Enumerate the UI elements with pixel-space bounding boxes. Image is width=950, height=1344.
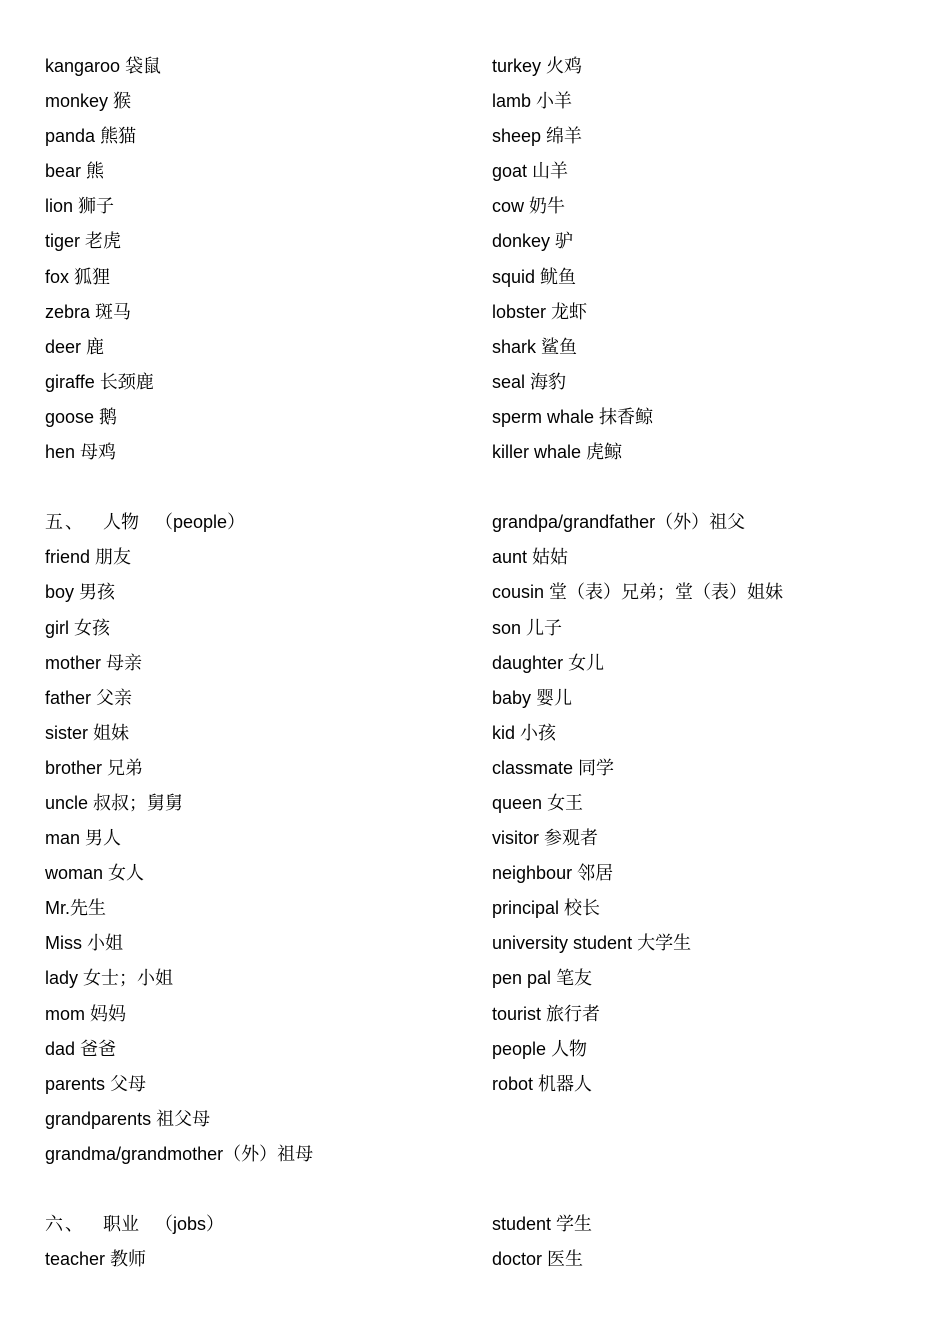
vocab-english: boy [45, 582, 75, 603]
vocab-english: lobster [492, 301, 547, 322]
vocab-chinese: 斑马 [95, 301, 132, 323]
vocab-entry [45, 365, 475, 400]
vocab-english: neighbour [492, 863, 573, 884]
vocab-english: deer [45, 336, 82, 357]
vocab-chinese: 旅行者 [546, 1003, 601, 1025]
vocab-entry [45, 1067, 475, 1102]
vocab-chinese: 先生 [70, 898, 106, 920]
vocab-entry [45, 224, 475, 259]
vocab-entry [45, 751, 475, 786]
vocab-entry [492, 786, 932, 821]
vocab-chinese: 学生 [556, 1214, 593, 1236]
vocab-english: cousin [492, 582, 545, 603]
vocab-chinese: 女人 [108, 863, 145, 885]
empty-row [492, 1137, 932, 1172]
section-english-title: jobs [173, 1214, 207, 1235]
vocab-english: squid [492, 266, 536, 287]
vocab-english: doctor [492, 1249, 543, 1270]
vocab-english: tiger [45, 231, 81, 252]
vocab-english: robot [492, 1073, 534, 1094]
vocab-chinese: 长颈鹿 [99, 371, 154, 393]
vocab-english: monkey [45, 91, 109, 112]
right-column [492, 49, 932, 1277]
vocab-chinese: 抹香鲸 [599, 406, 654, 428]
vocab-entry [45, 575, 475, 610]
vocab-english: shark [492, 336, 537, 357]
vocab-english: mom [45, 1003, 85, 1024]
vocab-entry [492, 611, 932, 646]
vocab-entry [45, 821, 475, 856]
vocab-entry [45, 856, 475, 891]
vocab-english: visitor [492, 828, 540, 849]
section-paren-close: ） [206, 1214, 225, 1236]
vocab-entry [492, 119, 932, 154]
vocab-chinese: 人物 [551, 1038, 588, 1060]
vocab-chinese: 女孩 [74, 617, 111, 639]
vocab-english: turkey [492, 56, 542, 76]
vocab-english: goose [45, 406, 95, 427]
vocab-chinese: 小姐 [87, 933, 123, 955]
vocab-chinese: （外）祖母 [223, 1143, 314, 1165]
section-title: 职业 [103, 1214, 139, 1236]
vocab-english: baby [492, 687, 532, 708]
section-heading-jobs [45, 1207, 475, 1242]
vocab-english: parents [45, 1073, 106, 1094]
vocab-entry [45, 1102, 475, 1137]
vocab-english: lady [45, 968, 79, 989]
vocab-english: brother [45, 757, 103, 778]
vocab-chinese: 虎鲸 [586, 442, 623, 464]
section-spacer [45, 470, 475, 505]
vocab-english: uncle [45, 792, 89, 813]
vocab-entry [45, 295, 475, 330]
vocab-entry [492, 891, 932, 926]
vocab-english: student [492, 1214, 552, 1235]
vocab-entry [45, 540, 475, 575]
vocab-entry [492, 154, 932, 189]
vocab-entry [45, 84, 475, 119]
vocab-english: goat [492, 161, 528, 182]
vocab-chinese: 女士；小姐 [83, 968, 174, 990]
vocab-english: grandma/grandmother [45, 1143, 224, 1164]
vocab-english: grandpa/grandfather [492, 512, 656, 533]
vocab-english: killer whale [492, 442, 582, 463]
vocab-chinese: 绵羊 [546, 126, 583, 148]
section-paren-open: （ [155, 1214, 173, 1236]
vocab-chinese: 驴 [555, 231, 574, 253]
vocab-chinese: 女王 [547, 792, 584, 814]
vocab-entry [45, 119, 475, 154]
section-number: 六、 [45, 1214, 85, 1236]
vocab-entry [492, 856, 932, 891]
section-spacer [492, 470, 932, 505]
vocab-english: girl [45, 617, 70, 638]
vocab-english: people [492, 1038, 547, 1059]
vocab-english: hen [45, 442, 76, 463]
vocab-entry [492, 1067, 932, 1102]
vocab-english: cow [492, 196, 525, 217]
vocab-chinese: 邻居 [577, 863, 614, 885]
vocab-english: university student [492, 933, 633, 954]
section-title: 人物 [103, 512, 139, 534]
vocab-entry [492, 330, 932, 365]
vocab-chinese: 叔叔；舅舅 [93, 792, 184, 814]
vocab-entry [45, 189, 475, 224]
vocab-entry [45, 961, 475, 996]
vocab-english: giraffe [45, 371, 95, 392]
vocab-english: panda [45, 126, 96, 147]
vocab-entry [492, 189, 932, 224]
vocab-entry [492, 224, 932, 259]
vocab-entry [492, 1032, 932, 1067]
section-paren-open: （ [155, 512, 173, 534]
vocab-english: lamb [492, 91, 532, 112]
vocab-chinese: 鹅 [99, 406, 118, 428]
vocab-chinese: 老虎 [85, 231, 122, 253]
vocab-english: dad [45, 1038, 76, 1059]
vocab-chinese: 龙虾 [551, 301, 588, 323]
vocab-chinese: 海豹 [530, 371, 567, 393]
vocab-entry [45, 926, 475, 961]
vocab-entry [45, 611, 475, 646]
vocab-english: Miss [45, 933, 82, 954]
vocab-english: man [45, 828, 81, 849]
vocab-entry [45, 49, 475, 84]
vocab-entry [492, 49, 932, 84]
vocab-english: sperm whale [492, 406, 595, 427]
vocab-english: son [492, 617, 522, 638]
vocab-english: woman [45, 863, 104, 884]
vocab-chinese: 儿子 [526, 617, 563, 639]
vocab-english: lion [45, 196, 74, 217]
vocab-entry [492, 926, 932, 961]
vocab-chinese: 同学 [578, 757, 615, 779]
vocab-entry [45, 154, 475, 189]
left-column [45, 49, 475, 1277]
vocab-entry [492, 575, 932, 610]
vocab-entry [45, 1137, 475, 1172]
vocab-entry [45, 786, 475, 821]
vocab-chinese: 爸爸 [80, 1038, 117, 1060]
vocab-entry [492, 716, 932, 751]
vocab-english: seal [492, 371, 526, 392]
vocab-entry [45, 400, 475, 435]
section-spacer [492, 1172, 932, 1207]
vocab-chinese: 奶牛 [529, 196, 566, 218]
vocab-chinese: （外）祖父 [655, 512, 746, 534]
vocab-english: kangaroo [45, 56, 121, 76]
vocab-english: daughter [492, 652, 564, 673]
vocab-chinese: 袋鼠 [125, 56, 162, 77]
vocab-chinese: 朋友 [95, 547, 132, 569]
vocab-chinese: 小羊 [536, 91, 573, 113]
vocab-english: tourist [492, 1003, 542, 1024]
vocab-chinese: 男孩 [79, 582, 116, 604]
vocab-entry [492, 295, 932, 330]
section-english-title: people [173, 512, 228, 533]
vocab-english: donkey [492, 231, 551, 252]
vocab-chinese: 熊猫 [100, 126, 137, 148]
section-paren-close: ） [227, 512, 246, 534]
vocab-chinese: 教师 [110, 1249, 147, 1271]
vocab-chinese: 小孩 [520, 722, 557, 744]
vocab-entry [492, 997, 932, 1032]
vocab-chinese: 婴儿 [536, 687, 573, 709]
vocab-english: queen [492, 792, 543, 813]
vocab-chinese: 姑姑 [532, 547, 569, 569]
vocab-entry [492, 751, 932, 786]
empty-row [492, 1102, 932, 1137]
vocab-english: bear [45, 161, 82, 182]
vocab-chinese: 大学生 [637, 933, 692, 955]
vocab-english: sister [45, 722, 89, 743]
vocab-entry [492, 365, 932, 400]
vocab-chinese: 姐妹 [93, 722, 130, 744]
vocab-english: principal [492, 898, 560, 919]
vocab-english: friend [45, 547, 91, 568]
vocab-chinese: 男人 [85, 828, 122, 850]
vocab-chinese: 熊 [86, 161, 105, 183]
vocab-chinese: 母亲 [106, 652, 143, 674]
vocab-chinese: 鱿鱼 [540, 266, 577, 288]
vocab-entry [492, 505, 932, 540]
vocab-entry [45, 260, 475, 295]
vocab-english: grandparents [45, 1108, 152, 1129]
vocab-chinese: 女儿 [568, 652, 605, 674]
vocab-entry [45, 891, 475, 926]
vocab-entry [492, 1242, 932, 1277]
vocab-entry [492, 961, 932, 996]
vocab-chinese: 父亲 [96, 687, 133, 709]
vocab-entry [492, 400, 932, 435]
vocab-chinese: 医生 [547, 1249, 584, 1271]
vocab-chinese: 参观者 [544, 828, 599, 850]
vocab-english: Mr. [45, 898, 70, 919]
vocab-chinese: 狐狸 [74, 266, 111, 288]
vocab-entry [492, 435, 932, 470]
vocab-entry [45, 716, 475, 751]
vocab-chinese: 母鸡 [80, 442, 117, 464]
vocab-entry [45, 646, 475, 681]
vocab-english: zebra [45, 301, 91, 322]
vocab-english: pen pal [492, 968, 552, 989]
vocab-entry [45, 681, 475, 716]
vocab-entry [45, 997, 475, 1032]
vocab-entry [492, 260, 932, 295]
vocab-entry [492, 1207, 932, 1242]
vocab-entry [45, 330, 475, 365]
vocab-english: kid [492, 722, 516, 743]
vocab-entry [45, 1242, 475, 1277]
vocab-chinese: 兄弟 [107, 757, 144, 779]
section-spacer [45, 1172, 475, 1207]
vocab-entry [45, 1032, 475, 1067]
vocab-english: mother [45, 652, 102, 673]
vocab-english: classmate [492, 757, 574, 778]
vocab-english: father [45, 687, 92, 708]
vocab-chinese: 猴 [113, 91, 132, 113]
vocab-chinese: 鲨鱼 [541, 336, 578, 358]
vocab-english: aunt [492, 547, 528, 568]
vocab-entry [492, 646, 932, 681]
vocab-chinese: 机器人 [538, 1073, 593, 1095]
vocab-chinese: 校长 [564, 898, 601, 920]
vocab-entry [492, 681, 932, 716]
vocab-chinese: 父母 [110, 1073, 147, 1095]
vocab-chinese: 妈妈 [90, 1003, 126, 1025]
vocab-chinese: 笔友 [556, 968, 593, 990]
vocab-entry [492, 84, 932, 119]
vocab-chinese: 鹿 [86, 336, 105, 358]
vocab-chinese: 堂（表）兄弟；堂（表）姐妹 [549, 582, 784, 604]
vocab-chinese: 狮子 [78, 196, 115, 218]
vocab-chinese: 火鸡 [546, 56, 583, 77]
vocab-entry [492, 540, 932, 575]
vocab-english: fox [45, 266, 70, 287]
section-heading-people [45, 505, 475, 540]
vocab-english: sheep [492, 126, 542, 147]
section-number: 五、 [45, 512, 85, 534]
vocab-chinese: 祖父母 [156, 1108, 211, 1130]
vocab-entry [492, 821, 932, 856]
vocab-entry [45, 435, 475, 470]
vocab-chinese: 山羊 [532, 161, 569, 183]
vocab-english: teacher [45, 1249, 106, 1270]
